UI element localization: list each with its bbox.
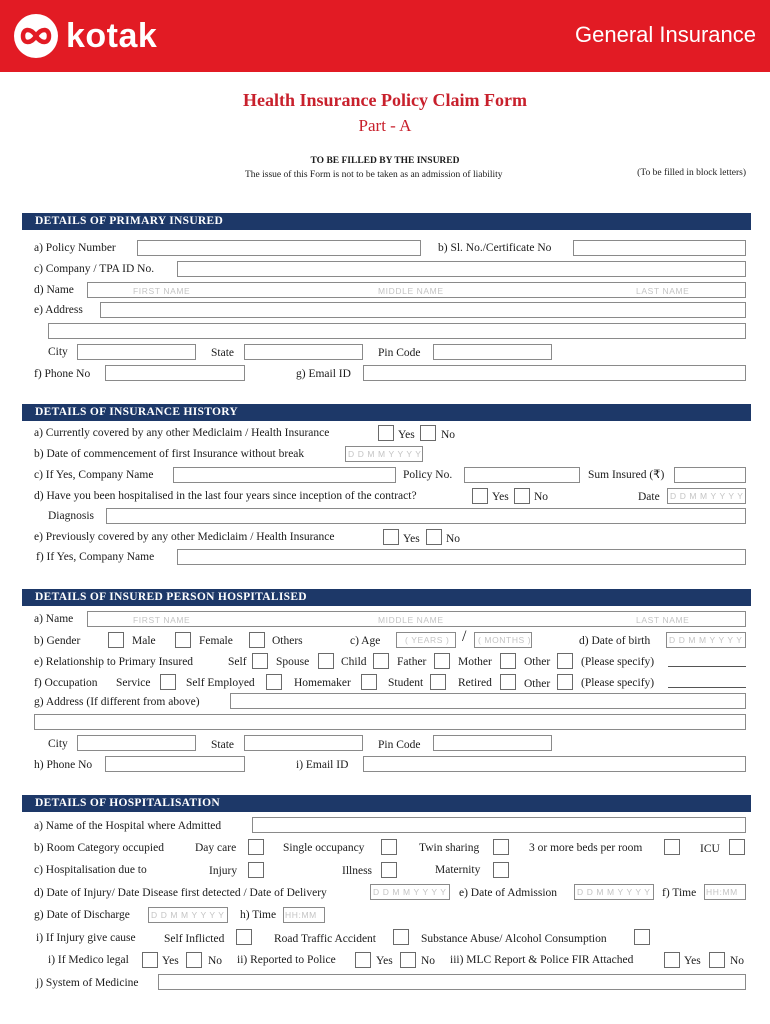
address-field-line2[interactable] [48, 323, 746, 339]
commencement-date-label: b) Date of commencement of first Insurance without break [34, 448, 305, 460]
road-accident-label: Road Traffic Accident [274, 933, 376, 945]
relation-child-checkbox[interactable] [373, 653, 389, 669]
patient-city-field[interactable] [77, 735, 196, 751]
occupation-specify-line[interactable] [668, 687, 746, 688]
patient-pin-code-field[interactable] [433, 735, 552, 751]
room-twin-checkbox[interactable] [493, 839, 509, 855]
room-icu-checkbox[interactable] [729, 839, 745, 855]
liability-disclaimer: The issue of this Form is not to be taken as an admission of liability [245, 170, 503, 180]
due-maternity-checkbox[interactable] [493, 862, 509, 878]
sum-insured-field[interactable] [674, 467, 746, 483]
header-bar [0, 0, 770, 72]
policy-number-field[interactable] [137, 240, 421, 256]
filled-by-note: TO BE FILLED BY THE INSURED [310, 156, 460, 166]
discharge-time-placeholder: HH:MM [285, 910, 317, 920]
yes-label: Yes [492, 491, 509, 503]
company-tpa-label: c) Company / TPA ID No. [34, 263, 155, 275]
company-tpa-field[interactable] [177, 261, 746, 277]
last-name-placeholder: LAST NAME [636, 286, 690, 296]
years-placeholder: ( YEARS ) [405, 635, 450, 645]
mlc-no-checkbox[interactable] [709, 952, 725, 968]
email-label: g) Email ID [296, 368, 351, 380]
yes-label: Yes [376, 955, 393, 967]
occupation-homemaker-checkbox[interactable] [361, 674, 377, 690]
spouse-label: Spouse [276, 656, 310, 668]
state-label: State [211, 739, 234, 751]
other-label: Other [524, 678, 551, 690]
day-care-label: Day care [195, 842, 237, 854]
child-label: Child [341, 656, 367, 668]
currently-covered-label: a) Currently covered by any other Mediclaim / Health Insurance [34, 427, 330, 439]
relationship-label: e) Relationship to Primary Insured [34, 656, 194, 668]
hospitalised-date-placeholder: D D M M Y Y Y Y [670, 491, 744, 501]
relation-specify-line[interactable] [668, 666, 746, 667]
mlc-yes-checkbox[interactable] [664, 952, 680, 968]
no-label: No [446, 533, 461, 545]
company-name-f-field[interactable] [177, 549, 746, 565]
block-letters-note: (To be filled in block letters) [637, 168, 746, 178]
first-name-placeholder: FIRST NAME [133, 615, 191, 625]
brand-name: kotak [66, 17, 158, 55]
police-yes-checkbox[interactable] [355, 952, 371, 968]
hospitalised-label: d) Have you been hospitalised in the last four years since inception of the contract? [34, 490, 417, 502]
policy-number-label: a) Policy Number [34, 242, 116, 254]
pin-code-field[interactable] [433, 344, 552, 360]
three-beds-label: 3 or more beds per room [529, 842, 643, 854]
other-label: Other [524, 656, 551, 668]
currently-covered-no-checkbox[interactable] [420, 425, 436, 441]
medico-legal-no-checkbox[interactable] [186, 952, 202, 968]
injury-date-placeholder: D D M M Y Y Y Y [373, 887, 447, 897]
discharge-date-label: g) Date of Discharge [34, 909, 130, 921]
illness-label: Illness [342, 865, 373, 877]
form-part: Part - A [358, 116, 412, 135]
homemaker-label: Homemaker [294, 677, 351, 689]
patient-phone-label: h) Phone No [34, 759, 93, 771]
currently-covered-yes-checkbox[interactable] [378, 425, 394, 441]
relation-father-checkbox[interactable] [434, 653, 450, 669]
room-day-care-checkbox[interactable] [248, 839, 264, 855]
reported-police-label: ii) Reported to Police [237, 954, 336, 966]
company-name-label: c) If Yes, Company Name [34, 469, 154, 481]
yes-label: Yes [398, 429, 415, 441]
no-label: No [421, 955, 436, 967]
last-name-placeholder: LAST NAME [636, 615, 690, 625]
mlc-report-label: iii) MLC Report & Police FIR Attached [450, 954, 634, 966]
occupation-service-checkbox[interactable] [160, 674, 176, 690]
occupation-self-employed-checkbox[interactable] [266, 674, 282, 690]
phone-label: f) Phone No [34, 368, 91, 380]
cause-road-accident-checkbox[interactable] [393, 929, 409, 945]
occupation-other-checkbox[interactable] [557, 674, 573, 690]
kotak-infinity-icon [14, 14, 58, 58]
city-label: City [48, 738, 68, 750]
first-name-placeholder: FIRST NAME [133, 286, 191, 296]
no-label: No [730, 955, 745, 967]
maternity-label: Maternity [435, 864, 481, 876]
no-label: No [208, 955, 223, 967]
admission-date-label: e) Date of Admission [459, 887, 558, 899]
injury-cause-label: i) If Injury give cause [36, 932, 136, 944]
yes-label: Yes [162, 955, 179, 967]
company-name-field[interactable] [173, 467, 396, 483]
occupation-retired-checkbox[interactable] [500, 674, 516, 690]
medico-legal-yes-checkbox[interactable] [142, 952, 158, 968]
father-label: Father [397, 656, 427, 668]
previously-covered-yes-checkbox[interactable] [383, 529, 399, 545]
diagnosis-label: Diagnosis [48, 510, 94, 522]
previously-covered-label: e) Previously covered by any other Mediclaim / Health Insurance [34, 531, 335, 543]
substance-abuse-label: Substance Abuse/ Alcohol Consumption [421, 933, 607, 945]
gender-label: b) Gender [34, 635, 81, 647]
form-title: Health Insurance Policy Claim Form [243, 90, 527, 110]
system-of-medicine-label: j) System of Medicine [36, 977, 139, 989]
address-field-line1[interactable] [100, 302, 746, 318]
section-hospitalisation: DETAILS OF HOSPITALISATION [22, 795, 751, 812]
gender-male-checkbox[interactable] [108, 632, 124, 648]
discharge-date-placeholder: D D M M Y Y Y Y [151, 910, 225, 920]
previously-covered-no-checkbox[interactable] [426, 529, 442, 545]
relation-self-checkbox[interactable] [252, 653, 268, 669]
student-label: Student [388, 677, 424, 689]
phone-field[interactable] [105, 365, 245, 381]
dob-placeholder: D D M M Y Y Y Y [669, 635, 743, 645]
discharge-time-label: h) Time [240, 909, 277, 921]
admission-date-placeholder: D D M M Y Y Y Y [577, 887, 651, 897]
no-label: No [534, 491, 549, 503]
others-label: Others [272, 635, 303, 647]
due-injury-checkbox[interactable] [248, 862, 264, 878]
yes-label: Yes [684, 955, 701, 967]
self-inflicted-label: Self Inflicted [164, 933, 225, 945]
patient-email-label: i) Email ID [296, 759, 349, 771]
alt-address-field-line1[interactable] [230, 693, 746, 709]
admission-time-placeholder: HH:MM [706, 887, 738, 897]
service-label: Service [116, 677, 151, 689]
commencement-date-placeholder: D D M M Y Y Y Y [348, 449, 422, 459]
admission-time-label: f) Time [662, 887, 697, 899]
middle-name-placeholder: MIDDLE NAME [378, 286, 444, 296]
sum-insured-label: Sum Insured (₹) [588, 469, 665, 481]
retired-label: Retired [458, 677, 492, 689]
middle-name-placeholder: MIDDLE NAME [378, 615, 444, 625]
name-label: d) Name [34, 284, 74, 296]
system-of-medicine-field[interactable] [158, 974, 746, 990]
state-field[interactable] [244, 344, 363, 360]
patient-phone-field[interactable] [105, 756, 245, 772]
room-single-checkbox[interactable] [381, 839, 397, 855]
section-insurance-history: DETAILS OF INSURANCE HISTORY [22, 404, 751, 421]
hospitalised-yes-checkbox[interactable] [472, 488, 488, 504]
injury-date-label: d) Date of Injury/ Date Disease first detected / Date of Delivery [34, 887, 327, 899]
state-label: State [211, 347, 234, 359]
police-no-checkbox[interactable] [400, 952, 416, 968]
company-name-f-label: f) If Yes, Company Name [36, 551, 155, 563]
relation-other-checkbox[interactable] [557, 653, 573, 669]
mother-label: Mother [458, 656, 492, 668]
room-category-label: b) Room Category occupied [34, 842, 164, 854]
hospital-name-label: a) Name of the Hospital where Admitted [34, 820, 222, 832]
no-label: No [441, 429, 456, 441]
relation-mother-checkbox[interactable] [500, 653, 516, 669]
certificate-no-label: b) Sl. No./Certificate No [438, 242, 552, 254]
single-occupancy-label: Single occupancy [283, 842, 365, 854]
diagnosis-field[interactable] [106, 508, 746, 524]
icu-label: ICU [700, 843, 720, 855]
room-three-beds-checkbox[interactable] [664, 839, 680, 855]
pin-code-label: Pin Code [378, 347, 421, 359]
self-employed-label: Self Employed [186, 677, 255, 689]
certificate-no-field[interactable] [573, 240, 746, 256]
address-label: e) Address [34, 304, 83, 316]
date-label: Date [638, 491, 660, 503]
months-placeholder: ( MONTHS ) [478, 635, 532, 645]
gender-others-checkbox[interactable] [249, 632, 265, 648]
gender-female-checkbox[interactable] [175, 632, 191, 648]
female-label: Female [199, 635, 233, 647]
twin-sharing-label: Twin sharing [419, 842, 480, 854]
section-insured-hospitalised: DETAILS OF INSURED PERSON HOSPITALISED [22, 589, 751, 606]
section-primary-insured: DETAILS OF PRIMARY INSURED [22, 213, 751, 230]
patient-state-field[interactable] [244, 735, 363, 751]
email-field[interactable] [363, 365, 746, 381]
injury-label: Injury [209, 865, 238, 877]
patient-email-field[interactable] [363, 756, 746, 772]
policy-no-field[interactable] [464, 467, 580, 483]
hospital-name-field[interactable] [252, 817, 746, 833]
medico-legal-label: i) If Medico legal [48, 954, 129, 966]
kotak-logo [14, 14, 157, 58]
occupation-student-checkbox[interactable] [430, 674, 446, 690]
male-label: Male [132, 635, 156, 647]
pin-code-label: Pin Code [378, 739, 421, 751]
cause-substance-checkbox[interactable] [634, 929, 650, 945]
city-label: City [48, 346, 68, 358]
self-label: Self [228, 656, 247, 668]
yes-label: Yes [403, 533, 420, 545]
occupation-label: f) Occupation [34, 677, 98, 689]
product-name: General Insurance [575, 22, 756, 47]
alt-address-field-line2[interactable] [34, 714, 746, 730]
hospitalisation-due-label: c) Hospitalisation due to [34, 864, 147, 876]
relation-spouse-checkbox[interactable] [318, 653, 334, 669]
age-separator: / [462, 628, 467, 645]
hospitalised-no-checkbox[interactable] [514, 488, 530, 504]
alt-address-label: g) Address (If different from above) [34, 696, 200, 708]
age-label: c) Age [350, 635, 381, 647]
city-field[interactable] [77, 344, 196, 360]
due-illness-checkbox[interactable] [381, 862, 397, 878]
cause-self-inflicted-checkbox[interactable] [236, 929, 252, 945]
policy-no-label: Policy No. [403, 469, 453, 481]
please-specify-label: (Please specify) [581, 677, 655, 689]
dob-label: d) Date of birth [579, 635, 651, 647]
patient-name-label: a) Name [34, 613, 74, 625]
please-specify-label: (Please specify) [581, 656, 655, 668]
